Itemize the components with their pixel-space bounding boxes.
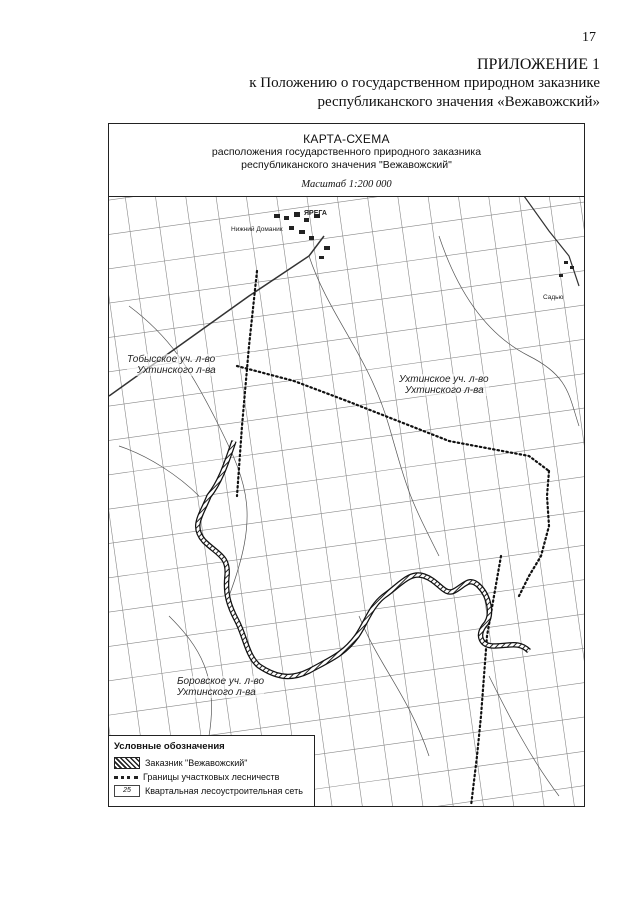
grid-line-v — [180, 196, 283, 806]
appendix-title: ПРИЛОЖЕНИЕ 1 — [476, 56, 600, 73]
grid-line-v — [299, 196, 402, 806]
appendix-line3: республиканского значения «Вежавожский» — [317, 94, 600, 110]
legend-border-label: Границы участковых лесничеств — [143, 772, 280, 782]
legend-reserve-label: Заказник "Вежавожский" — [145, 758, 248, 768]
map-canvas — [109, 196, 584, 806]
map-subtitle-2: республиканского значения "Вежавожский" — [241, 159, 452, 171]
grid-line-v — [239, 196, 342, 806]
legend-quarter-label: Квартальная лесоустроительная сеть — [145, 786, 303, 796]
grid-line-v — [109, 196, 194, 806]
grid-line-h — [109, 196, 584, 248]
region-label-tobys — [127, 354, 216, 376]
grid-line-h — [109, 501, 584, 585]
grid-line-h — [109, 367, 584, 451]
map-header — [109, 124, 584, 197]
grid-line-h — [109, 198, 584, 282]
grid-line-h — [109, 535, 584, 619]
map-frame — [108, 123, 585, 807]
page-number: 17 — [582, 30, 596, 45]
border-symbol-icon — [114, 772, 138, 779]
grid-line-v — [388, 196, 491, 806]
grid-line-h — [109, 400, 584, 484]
grid-line-v — [418, 196, 521, 806]
grid-line-h — [109, 232, 584, 316]
map-scale: Масштаб 1:200 000 — [301, 179, 392, 190]
legend-row-reserve — [114, 756, 314, 770]
grid-line-h — [109, 266, 584, 350]
appendix-line2: к Положению о государственном природном заказнике — [249, 75, 600, 91]
region-tobys-line1: Тобысское уч. л-во — [127, 354, 216, 365]
region-tobys-line2: Ухтинского л-ва — [137, 365, 216, 376]
region-ukhta-line2: Ухтинского л-ва — [405, 385, 484, 396]
region-label-borov — [177, 676, 264, 698]
map-title: КАРТА-СХЕМА — [303, 132, 390, 146]
quarter-symbol-icon: 25 — [114, 785, 140, 797]
grid-line-v — [477, 196, 580, 806]
appendix-heading — [249, 55, 600, 112]
place-sadvy: Садью — [543, 294, 564, 301]
legend-title: Условные обозначения — [114, 741, 225, 752]
grid-line-h — [109, 468, 584, 552]
grid-line-h — [109, 434, 584, 518]
grid-line-v — [109, 196, 164, 806]
region-borov-line1: Боровское уч. л-во — [177, 676, 265, 687]
legend-row-quarter — [114, 784, 314, 798]
region-ukhta-line1: Ухтинское уч. л-во — [399, 374, 489, 385]
grid-line-v — [507, 196, 584, 806]
place-yarega: ЯРЕГА — [304, 210, 327, 217]
grid-line-v — [566, 196, 584, 806]
place-nizhny-domanik: Нижний Доманик — [231, 226, 283, 233]
legend-row-border — [114, 770, 314, 784]
map-subtitle-1: расположения государственного природного заказника — [211, 146, 482, 158]
region-label-ukhta — [399, 374, 489, 396]
grid-line-v — [537, 196, 584, 806]
quarter-grid — [109, 196, 584, 806]
map-legend — [109, 735, 315, 806]
reserve-symbol-icon — [114, 757, 140, 769]
region-borov-line2: Ухтинского л-ва — [177, 687, 256, 698]
